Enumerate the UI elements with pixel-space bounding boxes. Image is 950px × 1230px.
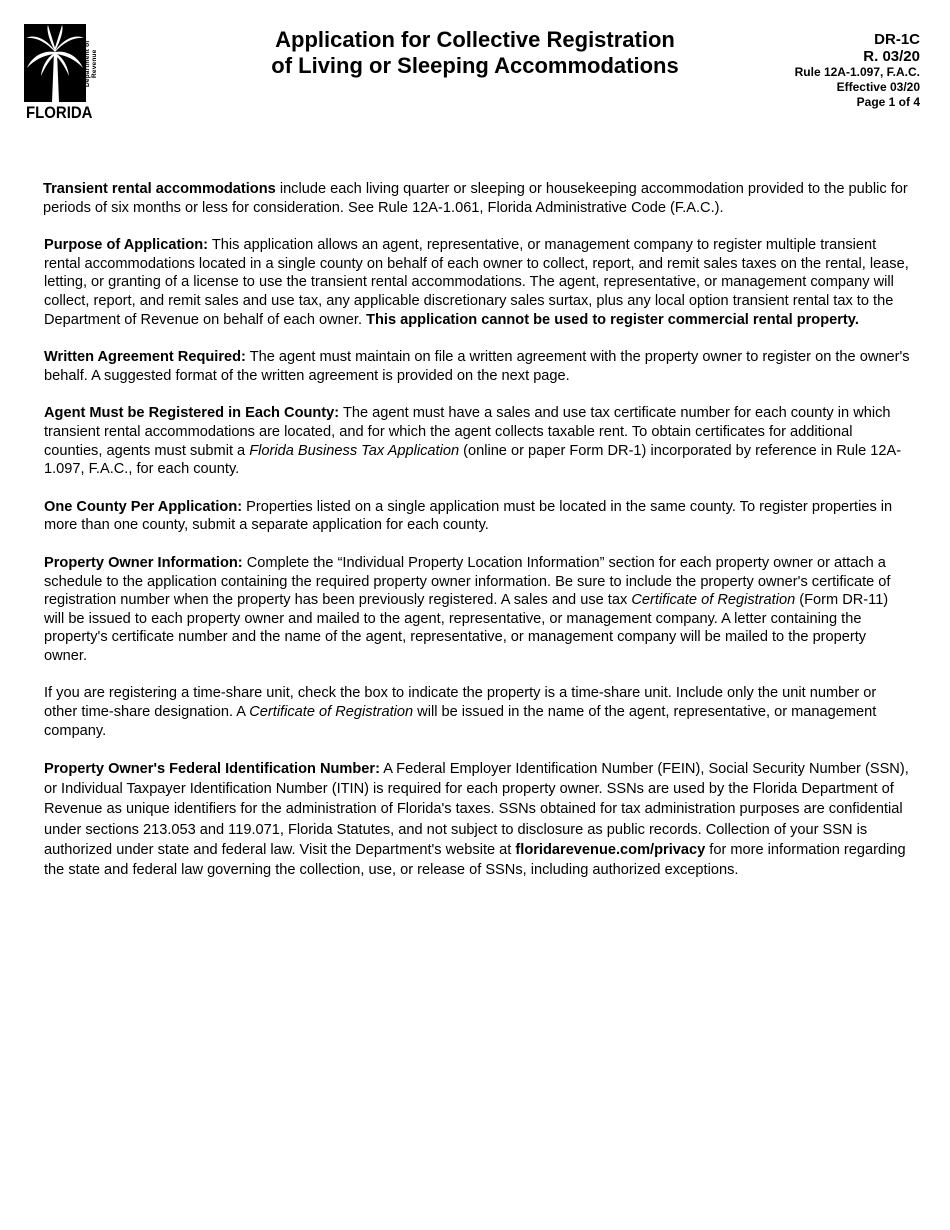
form-number: DR-1C <box>874 31 920 48</box>
logo-side-text: Department of Revenue <box>84 40 98 88</box>
one-county-heading: One County Per Application: <box>44 498 243 515</box>
fein-paragraph: Property Owner's Federal Identification Number: A Federal Employer Identification Number (FEIN), Social Security Number (SSN), or Individual Taxpayer Identification Number (ITIN) is required for each property owner. SSNs are used by the Florida Department of Revenue as unique identifiers for the administration of Florida's taxes. SSNs obtained for tax administration purposes are confidential under sections 213.053 and 119.071, Florida Statutes, and not subject to disclosure as public records. Collection of your SSN is authorized under state and federal law. Visit the Department's website at floridarevenue.com/privacy for more information regarding the state and federal law governing the collection, use, or release of SSNs, including authorized exceptions. <box>44 761 909 878</box>
purpose-heading: Purpose of Application: <box>44 237 209 254</box>
agent-county-heading: Agent Must be Registered in Each County: <box>44 405 340 422</box>
form-title <box>240 27 710 79</box>
logo-wordmark: FLORIDA <box>26 103 93 122</box>
owner-info-paragraph: Property Owner Information: Complete the “Individual Property Location Information” section for each property owner or attach a schedule to the application containing the required property owner information. Be sure to include the property owner's certificate of registration number when the property has been previously registered. A sales and use tax Certificate of Registration (Form DR-11) will be issued to each property owner and mailed to the agent, representative, or management company. A letter containing the property's certificate number and the name of the agent, representative, or management company will be mailed to the property owner. <box>44 554 891 664</box>
form-rule: Rule 12A-1.097, F.A.C. <box>794 65 920 79</box>
agreement-paragraph: Written Agreement Required: The agent must maintain on file a written agreement with the property owner to register on the owner's behalf. A suggested format of the written agreement is provided on the next page. <box>44 349 910 384</box>
owner-info-heading: Property Owner Information: <box>44 554 243 571</box>
page-number: Page 1 of 4 <box>856 95 920 109</box>
title-line-2: of Living or Sleeping Accommodations <box>271 53 679 78</box>
timeshare-paragraph: If you are registering a time-share unit, check the box to indicate the property is a time-share unit. Include only the unit number or other time-share designation. A Certificate of Registration will be issued in the name of the agent, representative, or management company. <box>44 685 877 739</box>
agent-county-paragraph: Agent Must be Registered in Each County: The agent must have a sales and use tax certificate number for each county in which transient rental accommodations are located, and for which the agent collects taxable rent. To obtain certificates for additional counties, agents must submit a Florida Business Tax Application (online or paper Form DR-1) incorporated by reference in Rule 12A-1.097, F.A.C., for each county. <box>44 405 902 478</box>
transient-heading: Transient rental accommodations <box>43 181 276 197</box>
palm-tree-icon <box>24 24 86 102</box>
purpose-paragraph: Purpose of Application: This application allows an agent, representative, or management company to register multiple transient rental accommodations located in a single county on behalf of each owner to collect, report, and remit sales taxes on the rental, lease, letting, or granting of a license to use the transient rental accommodations. The agent, representative, or management company will collect, report, and remit sales and use tax, any applicable discretionary sales surtax, plus any local option transient rental tax to the Department of Revenue on behalf of each owner. This application cannot be used to register commercial rental property. <box>44 237 909 328</box>
form-effective-date: Effective 03/20 <box>836 80 920 94</box>
form-revision: R. 03/20 <box>863 48 920 65</box>
fein-heading: Property Owner's Federal Identification Number: <box>44 761 380 778</box>
form-identifier-block <box>795 31 920 110</box>
agreement-heading: Written Agreement Required: <box>44 349 246 366</box>
instructions-body <box>44 180 912 899</box>
one-county-paragraph: One County Per Application: Properties listed on a single application must be located in the same county. To register properties in more than one county, submit a separate application for each county. <box>44 498 893 534</box>
transient-paragraph: Transient rental accommodations include each living quarter or sleeping or housekeeping accommodation provided to the public for periods of six months or less for consideration. See Rule 12A-1.061, Florida Administrative Code (F.A.C.). <box>43 181 908 216</box>
title-line-1: Application for Collective Registration <box>275 27 675 52</box>
privacy-link: floridarevenue.com/privacy <box>515 841 706 858</box>
